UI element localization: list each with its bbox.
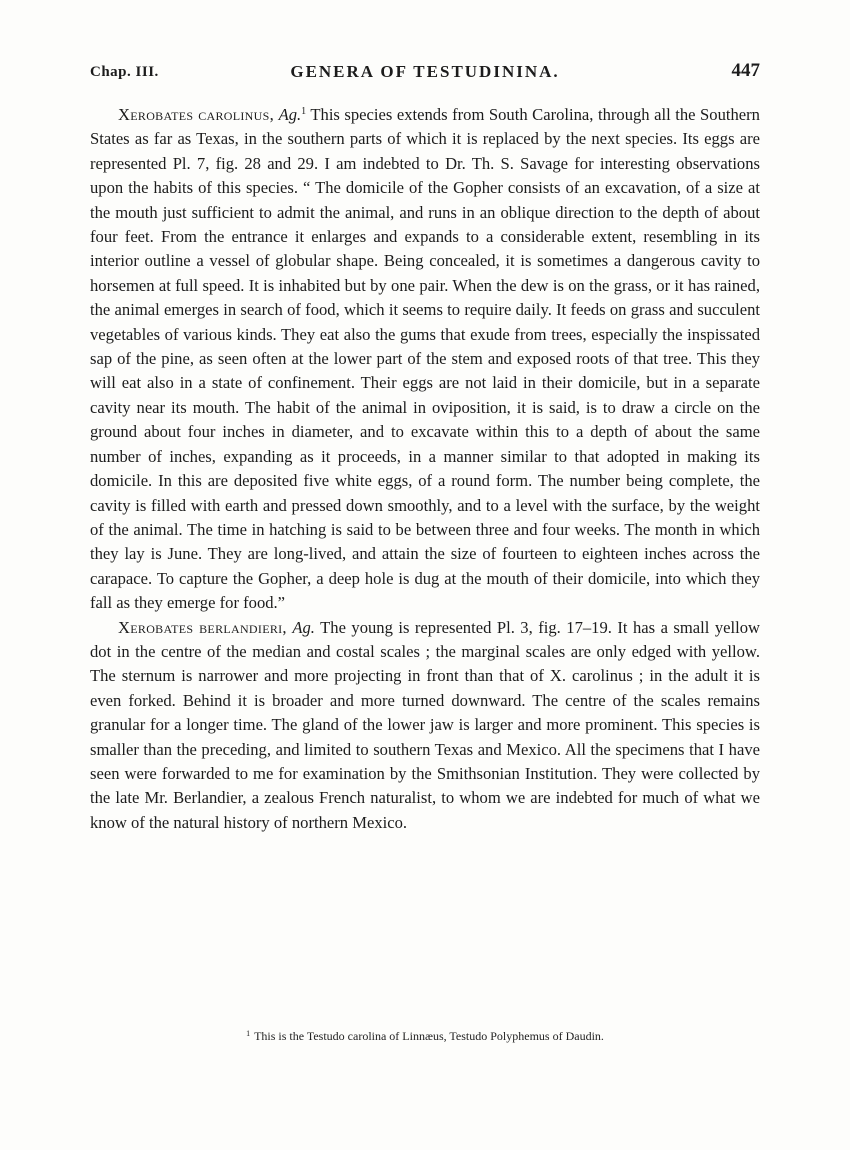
paragraph-xerobates-berlandieri <box>90 616 760 836</box>
species-name: Xerobates carolinus, <box>118 105 275 124</box>
paragraph-xerobates-carolinus <box>90 103 760 616</box>
footnote-text: This is the Testudo carolina of Linnæus, Testudo Polyphemus of Daudin. <box>254 1029 604 1043</box>
footnote-mark: 1 <box>246 1029 251 1038</box>
footnote <box>90 1029 760 1044</box>
running-head <box>90 60 760 86</box>
paragraph-text: This species extends from South Carolina, through all the Southern States as far as Texas, in the southern parts of which it is replaced by the next species. Its eggs are represented Pl. 7, fig. 28 and 29. I am indebted to Dr. Th. S. Savage for interesting observations upon the habits of this species. “ The domicile of the Gopher consists of an excavation, of a size at the mouth just sufficient to admit the animal, and runs in an oblique direction to the depth of about four feet. From the entrance it enlarges and expands to a considerable extent, resembling in its interior outline a vessel of globular shape. Being concealed, it is sometimes a dangerous cavity to horsemen at full speed. It is inhabited but by one pair. When the dew is on the grass, or it has rained, the animal emerges in search of food, which it seems to require daily. It feeds on grass and succulent vegetables of various kinds. They eat also the gums that exude from trees, especially the inspissated sap of the pine, as seen often at the lower part of the stem and exposed roots of that tree. This they will eat also in a state of confinement. Their eggs are not laid in their domicile, but in a separate cavity near its mouth. The habit of the animal in oviposition, it is said, is to draw a circle on the ground about four inches in diameter, and to excavate within this to a depth of about the same number of inches, expanding as it proceeds, in a manner similar to that adopted in making its domicile. In this are deposited five white eggs, of a round form. The number being complete, the cavity is filled with earth and pressed down smoothly, and to a level with the surface, by the weight of the animal. The time in hatching is said to be between three and four weeks. The month in which they lay is June. They are long-lived, and attain the size of fourteen to eighteen inches across the carapace. To capture the Gopher, a deep hole is dug at the mouth of their domicile, into which they fall as they emerge for food.” <box>90 105 760 613</box>
footnote-reference: 1 <box>301 106 307 117</box>
page-number: 447 <box>731 60 760 81</box>
body-text <box>90 103 760 835</box>
chapter-label: Chap. III. <box>90 64 159 80</box>
page-title: GENERA OF TESTUDININA. <box>290 62 560 81</box>
species-authority: Ag. <box>292 617 315 637</box>
species-name: Xerobates berlandieri, <box>118 617 287 637</box>
paragraph-text: The young is represented Pl. 3, fig. 17–19. It has a small yellow dot in the centre of the median and costal scales ; the marginal scales are only edged with yellow. The sternum is narrower and more projecting in front than that of X. carolinus ; in the adult it is even forked. Behind it is broader and more turned downward. The centre of the scales remains granular for a longer time. The gland of the lower jaw is larger and more prominent. This species is smaller than the preceding, and limited to southern Texas and Mexico. All the specimens that I have seen were forwarded to me for examination by the Smithsonian Institution. They were collected by the late Mr. Berlandier, a zealous French naturalist, to whom we are indebted for much of what we know of the natural history of northern Mexico. <box>90 617 761 832</box>
species-authority: Ag. <box>278 105 302 124</box>
